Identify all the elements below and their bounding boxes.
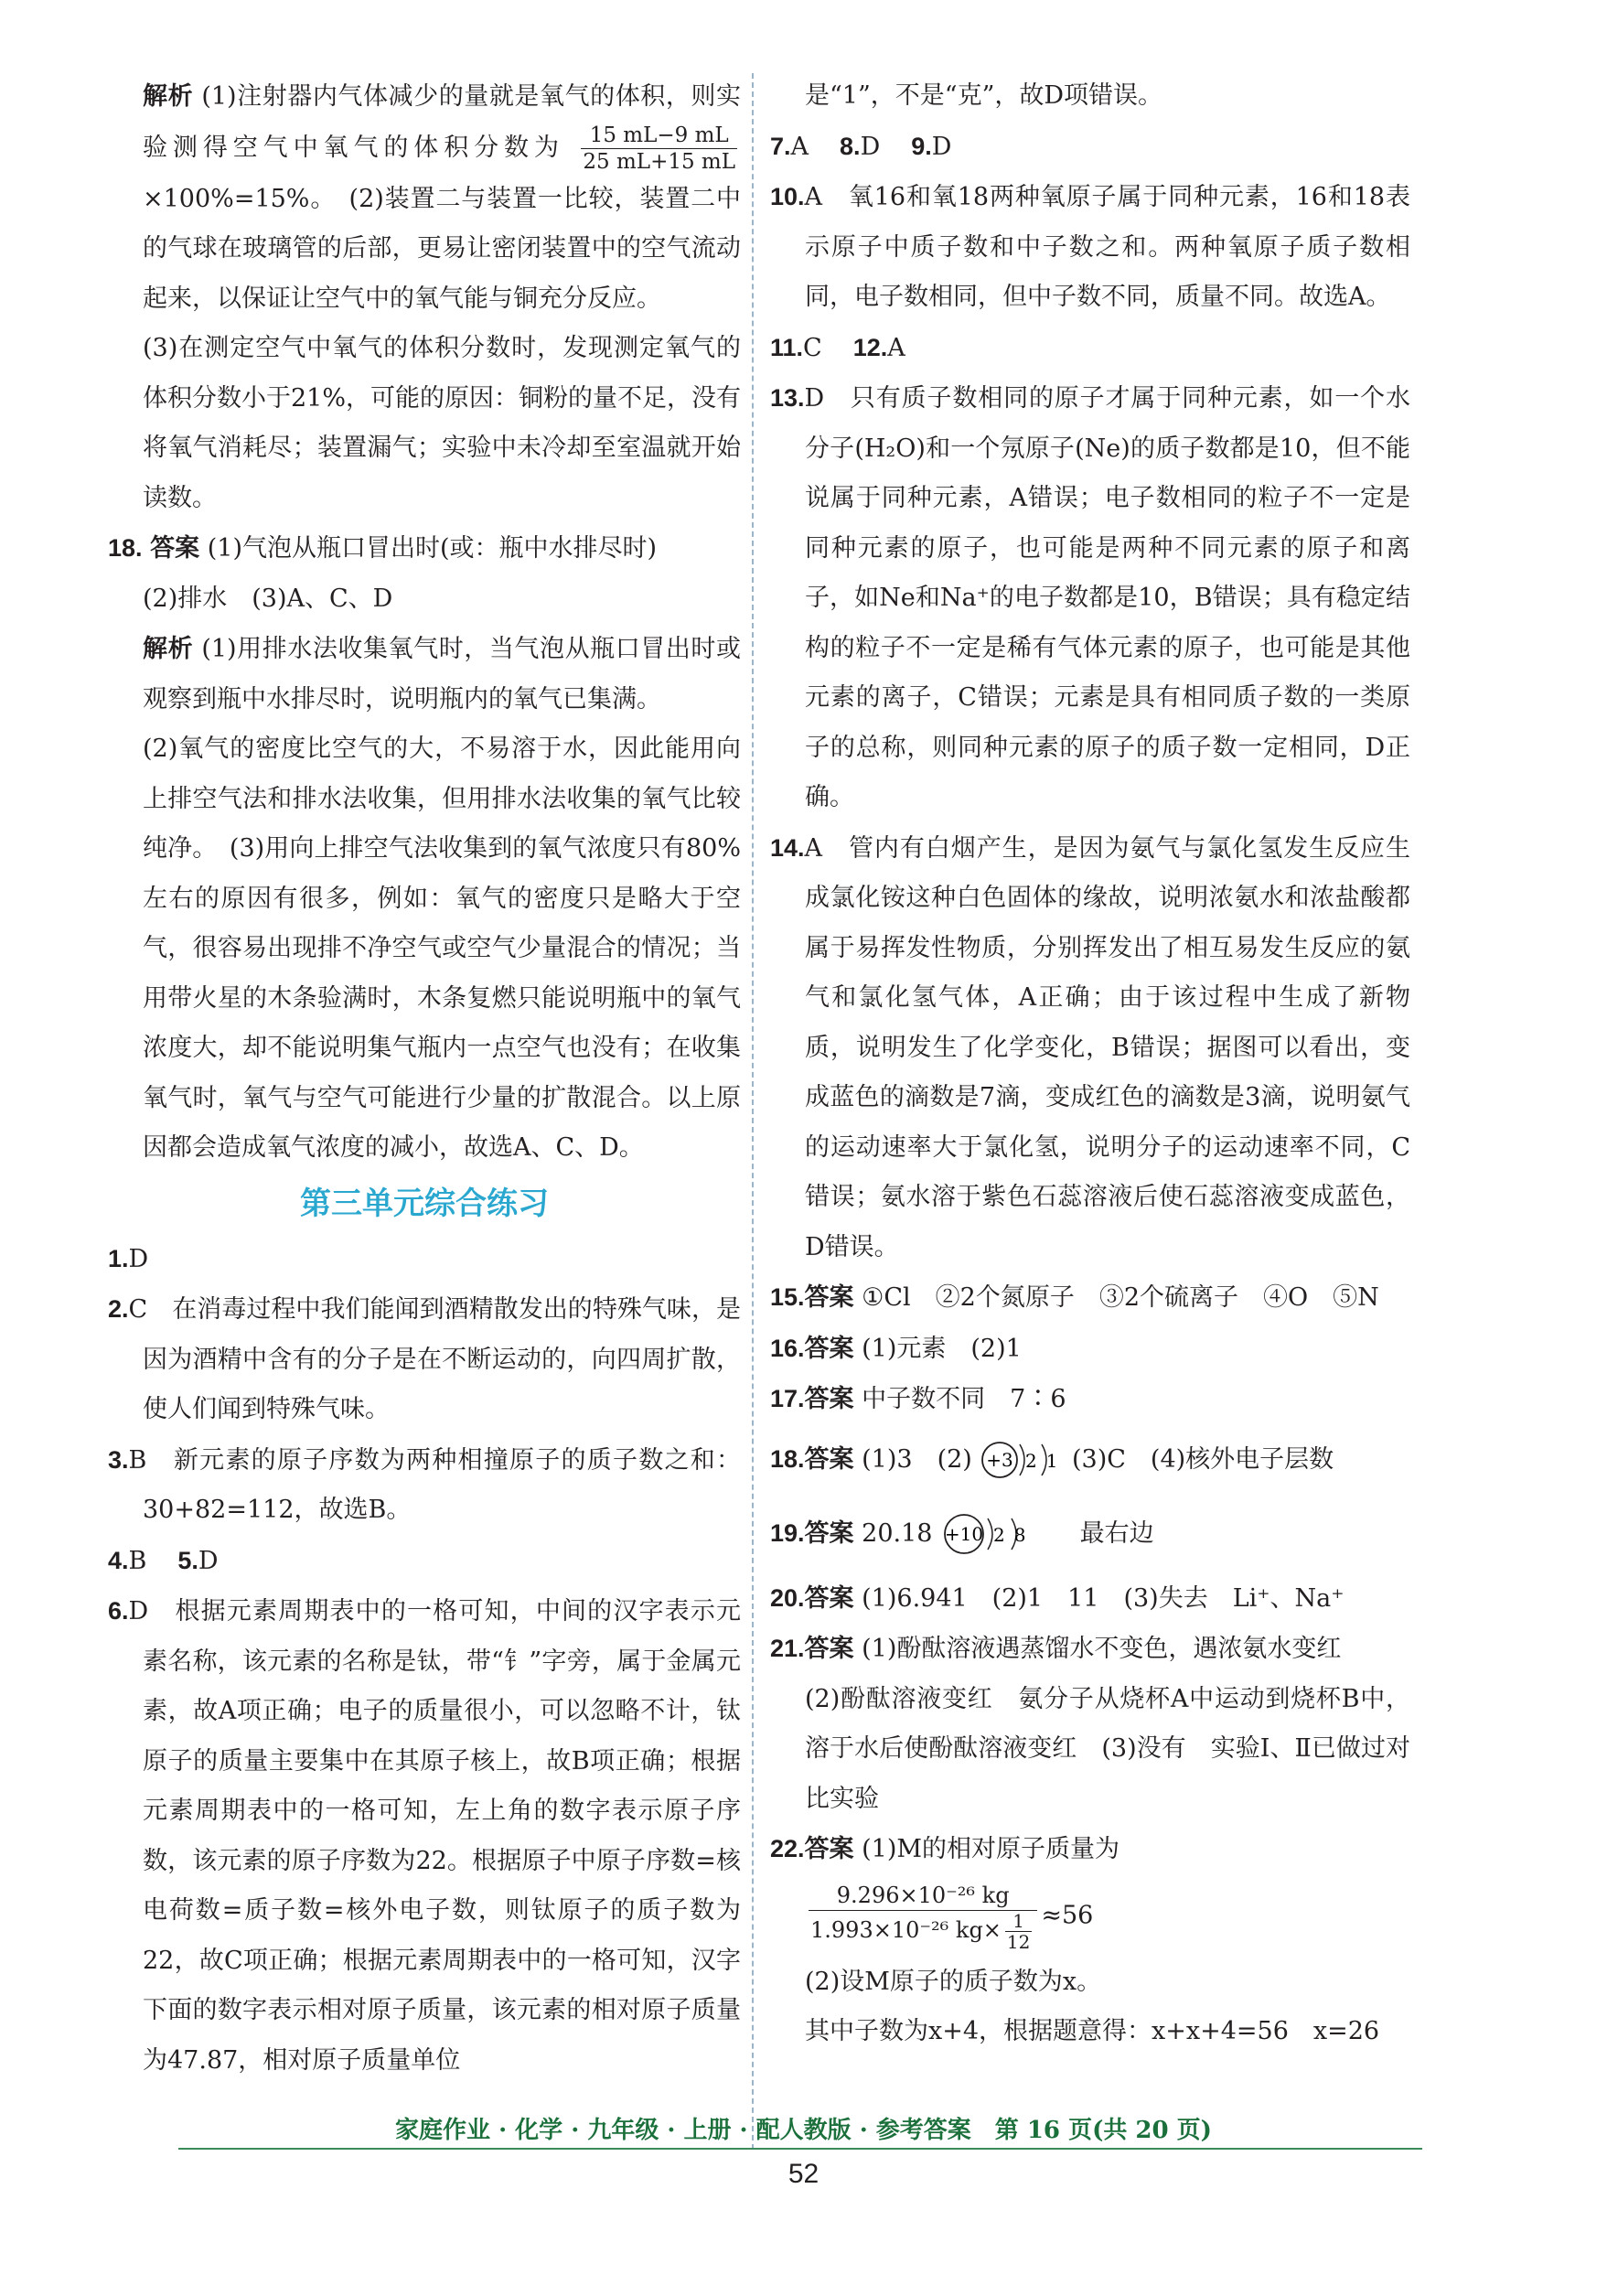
q14-number: 14.	[770, 833, 805, 862]
analysis-label: 解析	[143, 82, 194, 110]
q6-number: 6.	[108, 1597, 129, 1625]
q3-number: 3.	[108, 1445, 129, 1474]
q19-number: 19.	[770, 1518, 805, 1547]
q4-text: B	[128, 1546, 147, 1575]
q12-text: A	[887, 333, 905, 362]
q20-answer	[770, 1573, 1410, 1625]
answer-label: 答案	[804, 1835, 854, 1862]
q22-frac-denominator	[809, 1911, 1037, 1952]
q17-number: 17.	[770, 1385, 805, 1412]
shell-electrons	[1025, 1450, 1057, 1472]
q22-inner-numerator: 1	[1005, 1911, 1032, 1932]
q21-answer	[770, 1624, 1410, 1675]
column-divider	[752, 73, 754, 2150]
q22-den-text: 1.993×10⁻²⁶ kg×	[810, 1916, 1002, 1943]
q22-fraction	[809, 1881, 1037, 1952]
q22-text-1: (1)M的相对原子质量为	[862, 1835, 1120, 1863]
q8-text: D	[860, 132, 881, 161]
q18-right-answer	[770, 1425, 1410, 1494]
q16-text: (1)元素 (2)1	[862, 1334, 1022, 1363]
q11-number: 11.	[770, 333, 804, 361]
q3-text: B 新元素的原子序数为两种相撞原子的质子数之和：30+82=112，故选B。	[128, 1445, 741, 1524]
answer-label: 答案	[150, 534, 200, 562]
q3-answer	[108, 1435, 741, 1536]
shell-2-count: 8	[1013, 1524, 1026, 1546]
q7-number: 7.	[770, 132, 791, 160]
shell-arc-1	[1020, 1444, 1024, 1475]
q19-text-b: 最右边	[1079, 1518, 1154, 1548]
q11-q12-answers	[770, 323, 1410, 374]
page-footer: 家庭作业 · 化学 · 九年级 · 上册 · 配人教版 · 参考答案 第 16 页(共 20 页)	[395, 2117, 1212, 2144]
q17-analysis-part3: (3)在测定空气中氧气的体积分数时，发现测定氧气的体积分数小于21%，可能的原因：铜粉的量不足，没有将氧气消耗尽；装置漏气；实验中未冷却至室温就开始读数。	[143, 334, 742, 512]
q18-number: 18.	[108, 534, 143, 562]
shell-electrons	[993, 1524, 1025, 1546]
answer-label: 答案	[804, 1635, 854, 1662]
q9-text: D	[931, 132, 952, 161]
shell-1-count: 2	[993, 1524, 1005, 1546]
q20-number: 20.	[770, 1583, 805, 1612]
q18-analysis-part1	[108, 624, 741, 724]
q17-analysis-part1	[108, 71, 741, 324]
q16-number: 16.	[770, 1334, 805, 1362]
q17-answer	[770, 1374, 1410, 1425]
q6-continuation: 是“1”，不是“克”，故D项错误。	[805, 81, 1163, 110]
q1-number: 1.	[108, 1244, 129, 1272]
q10-text: A 氧16和氧18两种氧原子属于同种元素，16和18表示原子中质子数和中子数之和。两种氧原子质子数相同，电子数相同，但中子数不同，质量不同。故选A。	[804, 183, 1410, 311]
nucleus-charge: +10	[944, 1523, 984, 1545]
q11-text: C	[803, 333, 822, 362]
q5-number: 5.	[177, 1546, 198, 1574]
q13-text: D 只有质子数相同的原子才属于同种元素，如一个水分子(H₂O)和一个氖原子(Ne)的质子数都是10，但不能说属于同种元素，A错误；电子数相同的粒子不一定是同种元素的原子，也可能是两种不同元素的原子和离子，如Ne和Na⁺的电子数都是10，B错误；具有稳定结构的粒子不一定是稀有气体元素的原子，也可能是其他元素的离子，C错误；元素是具有相同质子数的一类原子的总称，则同种元素的原子的质子数一定相同，D正确。	[804, 384, 1410, 811]
q2-number: 2.	[108, 1295, 129, 1323]
q5-text: D	[198, 1546, 219, 1575]
q22-text-2: (2)设M原子的质子数为x。	[805, 1967, 1102, 1996]
q1-answer	[108, 1234, 741, 1285]
q13-answer	[770, 373, 1410, 823]
q6-text: D 根据元素周期表中的一格可知，中间的汉字表示元素名称，该元素的名称是钛，带“钅”字旁，属于金属元素，故A项正确；电子的质量很小，可以忽略不计，钛原子的质量主要集中在其原子核上，故B项正确；根据元素周期表中的一格可知，左上角的数字表示原子序数，该元素的原子序数为22。根据原子中原子序数=核电荷数=质子数=核外电子数，则钛原子的质子数为22，故C项正确；根据元素周期表中的一格可知，汉字下面的数字表示相对原子质量，该元素的相对原子质量为47.87，相对原子质量单位	[128, 1597, 741, 2075]
q18-analysis-text-1: (1)用排水法收集氧气时，当气泡从瓶口冒出时或观察到瓶中水排尽时，说明瓶内的氧气已集满。	[143, 635, 741, 713]
q17-frac-denominator: 25 mL+15 mL	[583, 149, 736, 174]
q18-answer	[108, 523, 741, 574]
analysis-label: 解析	[143, 635, 194, 662]
q4-q5-answer	[108, 1536, 741, 1587]
q10-answer	[770, 172, 1410, 323]
shell-2-count: 1	[1046, 1450, 1058, 1472]
q17-frac-numerator: 15 mL−9 mL	[581, 123, 737, 149]
q21-text-2: (2)酚酞溶液变红 氨分子从烧杯A中运动到烧杯B中，溶于水后使酚酞溶液变红 (3)没有 实验Ⅰ、Ⅱ已做过对比实验	[805, 1684, 1410, 1813]
answer-label: 答案	[804, 1444, 854, 1473]
q18-answer-2: (2)排水 (3)A、C、D	[143, 584, 393, 613]
q7-text: A	[790, 132, 809, 161]
page-number: 52	[787, 2159, 820, 2189]
q6-answer	[108, 1586, 741, 2086]
answer-label: 答案	[804, 1583, 854, 1612]
q22-answer	[770, 1824, 1410, 1875]
q17-analysis-text-c: 100%=15%。 (2)装置二与装置一比较，装置二中的气球在玻璃管的后部，更易让密闭装置中的空气流动起来，以保证让空气中的氧气能与铜充分反应。	[143, 184, 741, 313]
answer-label: 答案	[804, 1283, 854, 1311]
q2-answer	[108, 1284, 741, 1435]
q16-answer	[770, 1324, 1410, 1375]
q10-number: 10.	[770, 183, 805, 210]
q13-number: 13.	[770, 384, 805, 412]
q18r-text-b: (3)C (4)核外电子层数	[1072, 1444, 1334, 1474]
q14-text: A 管内有白烟产生，是因为氨气与氯化氢发生反应生成氯化铵这种白色固体的缘故，说明浓氨水和浓盐酸都属于易挥发性物质，分别挥发出了相互易发生反应的氨气和氯化氢气体，A正确；由于该过程中生成了新物质，说明发生了化学变化，B错误；据图可以看出，变成蓝色的滴数是7滴，变成红色的滴数是3滴，说明氨气的运动速率大于氯化氢，说明分子的运动速率不同，C错误；氨水溶于紫色石蕊溶液后使石蕊溶液变成蓝色，D错误。	[804, 833, 1410, 1261]
q19-answer	[770, 1494, 1410, 1573]
lithium-atom-structure-diagram	[980, 1437, 1064, 1483]
q15-answer	[770, 1272, 1410, 1324]
q18r-text-a: (1)3 (2)	[862, 1444, 972, 1474]
q22-inner-denominator: 12	[1006, 1930, 1031, 1953]
q15-text: ①Cl ②2个氮原子 ③2个硫离子 ④O ⑤N	[862, 1283, 1379, 1312]
answer-label: 答案	[804, 1334, 854, 1362]
q17-fraction	[581, 123, 737, 175]
q20-text: (1)6.941 (2)1 11 (3)失去 Li⁺、Na⁺	[862, 1583, 1345, 1613]
q22-approx: ≈56	[1041, 1901, 1094, 1929]
q17-times: ×	[143, 184, 164, 213]
q15-number: 15.	[770, 1283, 805, 1311]
q22-frac-numerator: 9.296×10⁻²⁶ kg	[809, 1881, 1037, 1911]
q17-analysis-text-a: (1)注射器内气体减少的量就是氧气的体积，则实验测得空气中氧气的体积分数为	[143, 82, 741, 162]
footer-rule	[178, 2148, 1422, 2150]
answer-label: 答案	[804, 1385, 854, 1412]
left-column	[108, 71, 741, 2086]
q18-analysis-part2: (2)氧气的密度比空气的大，不易溶于水，因此能用向上排空气法和排水法收集，但用排水法收集的氧气比较纯净。 (3)用向上排空气法收集到的氧气浓度只有80%左右的原因有很多，例如：氧气的密度只是略大于空气，很容易出现排不净空气或空气少量混合的情况；当用带火星的木条验满时，木条复燃只能说明瓶中的氧气浓度大，却不能说明集气瓶内一点空气也没有；在收集氧气时，氧气与空气可能进行少量的扩散混合。以上原因都会造成氧气浓度的减小，故选A、C、D。	[143, 735, 741, 1162]
q4-number: 4.	[108, 1546, 129, 1574]
nucleus-charge: +3	[986, 1449, 1014, 1471]
section-title: 第三单元综合练习	[300, 1185, 549, 1222]
q22-number: 22.	[770, 1835, 805, 1862]
q17-text: 中子数不同 7∶6	[862, 1385, 1066, 1413]
q22-inner-fraction	[1005, 1911, 1032, 1952]
q1-text: D	[128, 1244, 149, 1273]
shell-arc-1	[988, 1518, 992, 1550]
q18-answer-1: (1)气泡从瓶口冒出时(或：瓶中水排尽时)	[207, 534, 658, 563]
right-column	[770, 71, 1410, 2057]
q8-number: 8.	[840, 132, 861, 160]
q9-number: 9.	[911, 132, 932, 160]
q12-number: 12.	[852, 333, 888, 361]
neon-atom-structure-diagram	[940, 1511, 1041, 1557]
answer-label: 答案	[804, 1518, 854, 1547]
q21-number: 21.	[770, 1635, 805, 1662]
shell-1-count: 2	[1025, 1450, 1038, 1472]
q14-answer	[770, 823, 1410, 1273]
q22-formula	[770, 1875, 1410, 1958]
q19-text-a: 20.18	[862, 1518, 933, 1548]
q2-text: C 在消毒过程中我们能闻到酒精散发出的特殊气味，是因为酒精中含有的分子是在不断运动的，向四周扩散，使人们闻到特殊气味。	[128, 1295, 741, 1423]
q18r-number: 18.	[770, 1444, 805, 1473]
q22-text-3: 其中子数为x+4，根据题意得：x+x+4=56 x=26	[805, 2017, 1380, 2045]
q21-text-1: (1)酚酞溶液遇蒸馏水不变色，遇浓氨水变红	[862, 1635, 1342, 1663]
q7-q9-answers	[770, 122, 1410, 173]
